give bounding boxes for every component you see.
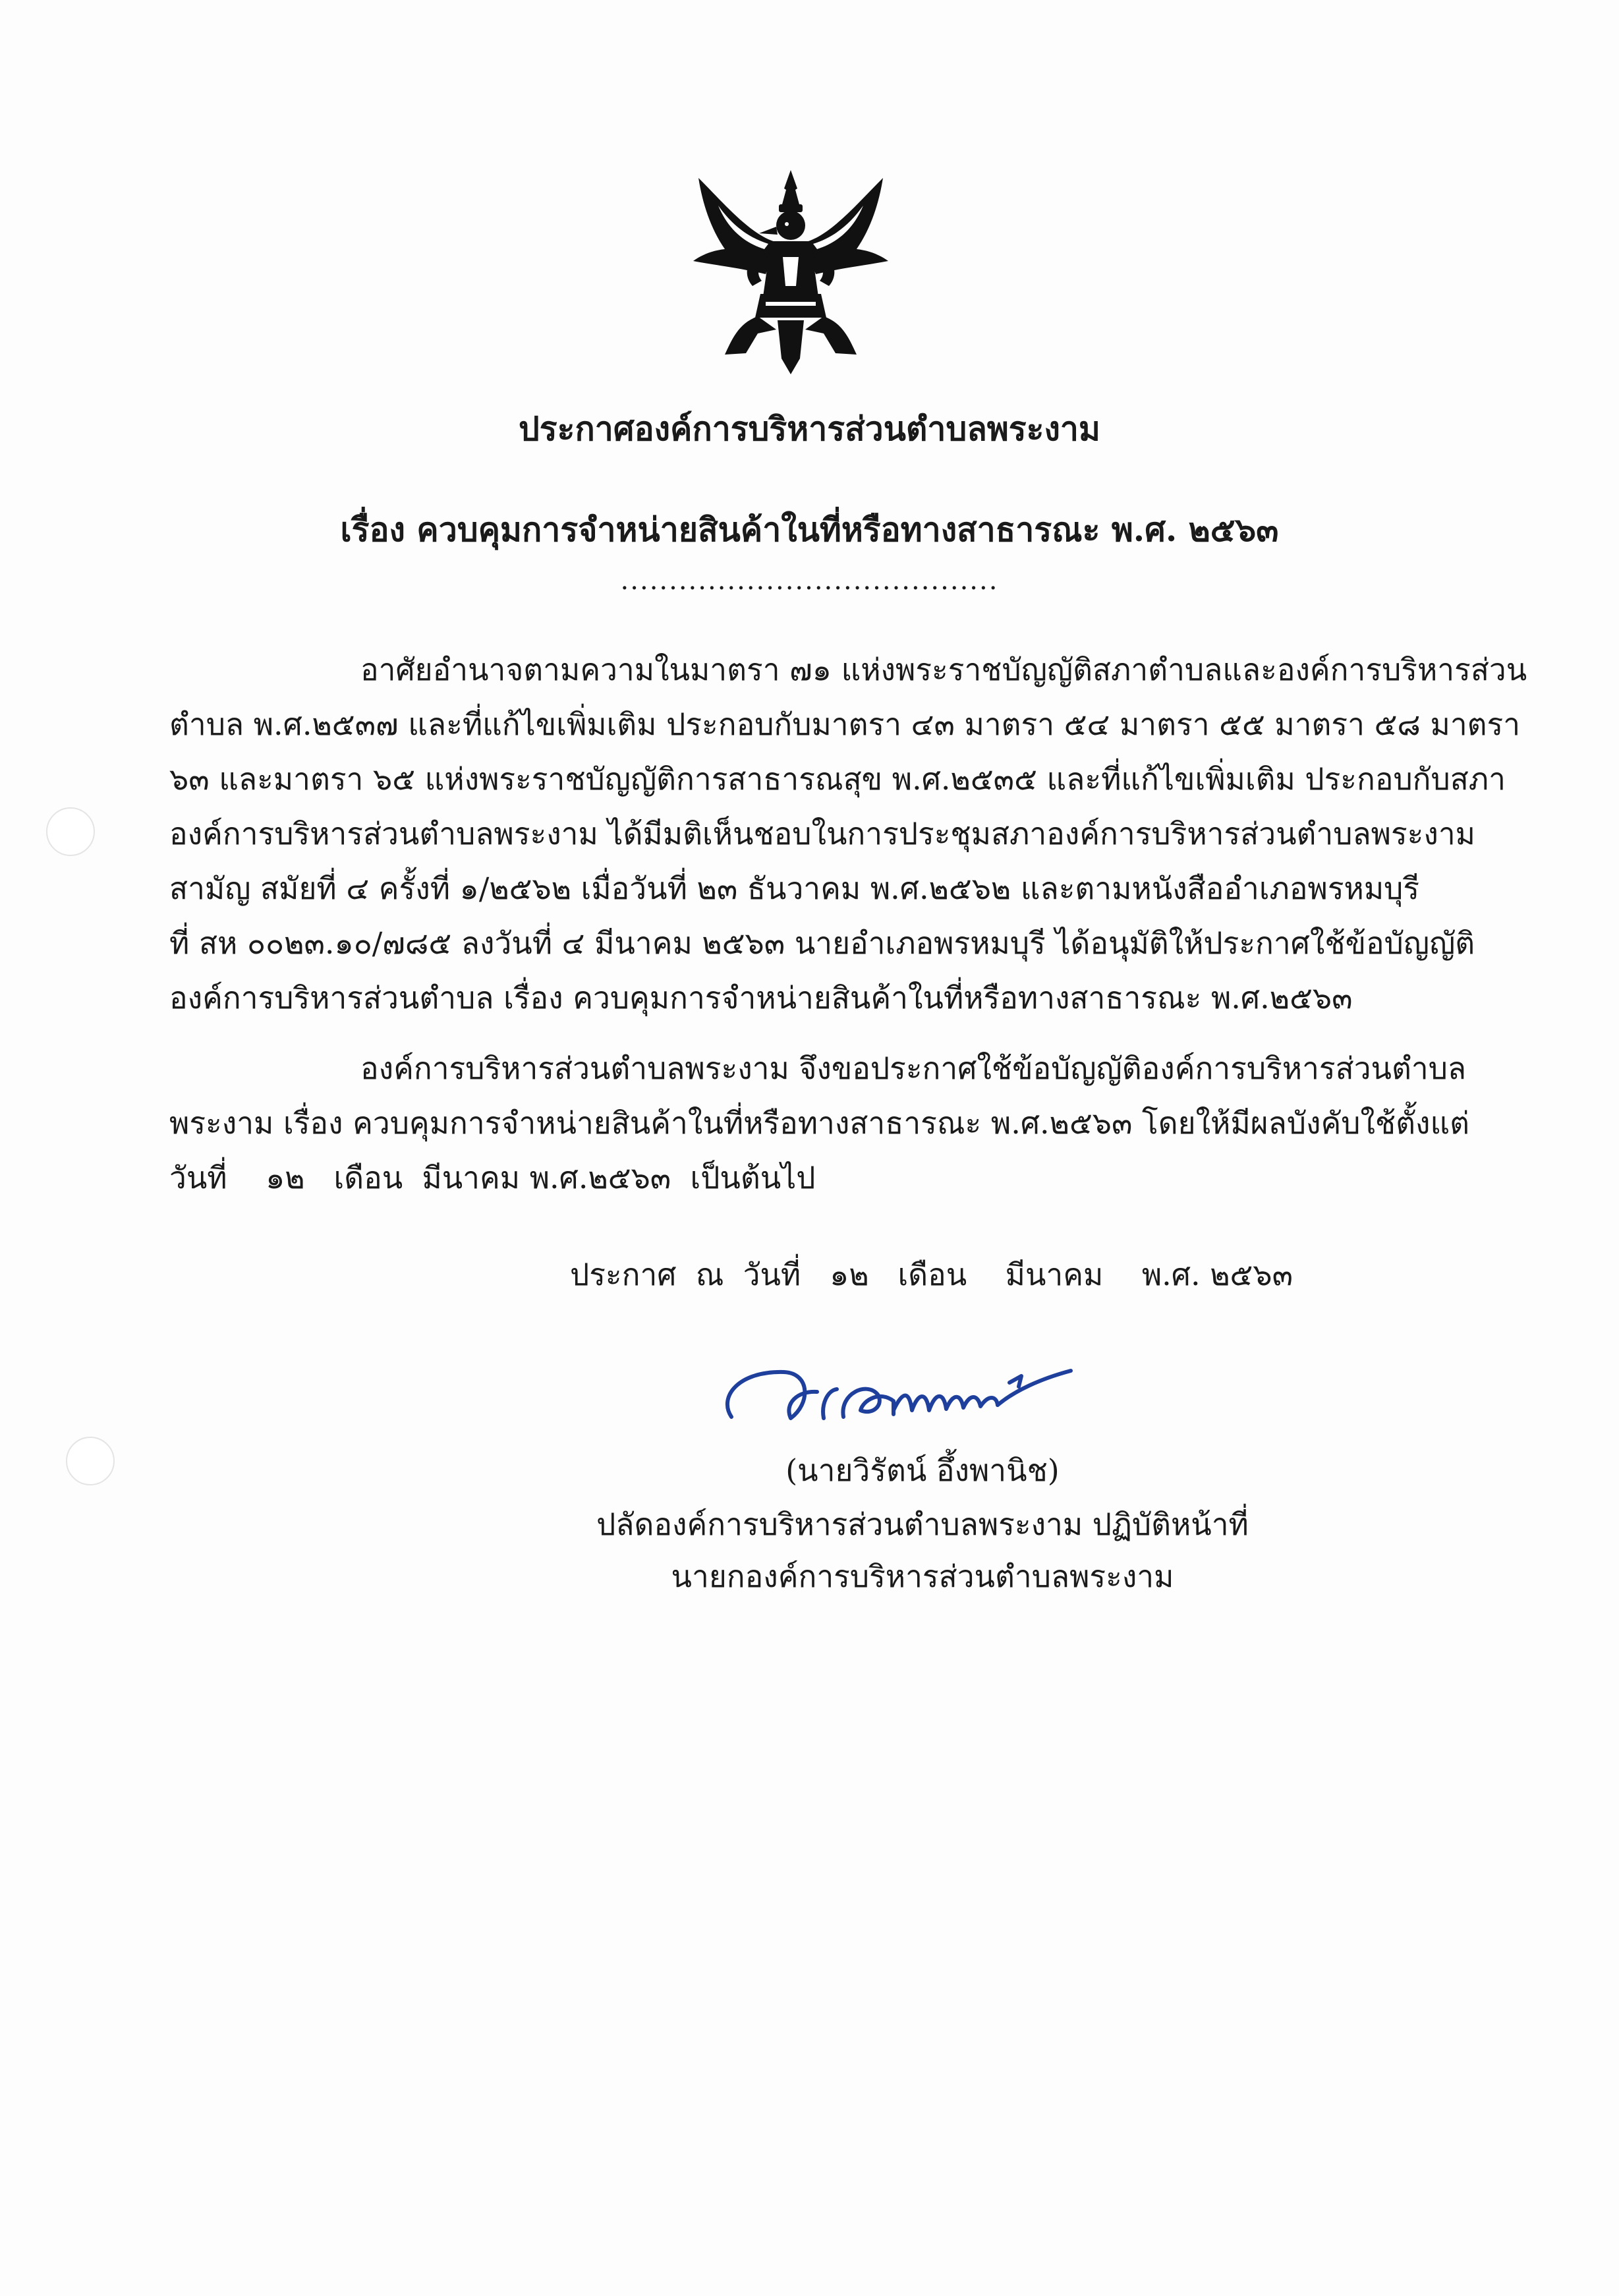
paragraph-1-line: ตำบล พ.ศ.๒๕๓๗ และที่แก้ไขเพิ่มเติม ประกอบกับมาตรา ๔๓ มาตรา ๕๔ มาตรา ๕๕ มาตรา ๕๘ มาตรา <box>169 706 1521 742</box>
body-paragraph-1 <box>169 643 1527 1025</box>
punch-hole-bottom <box>66 1437 115 1485</box>
announcement-subject: เรื่อง ควบคุมการจำหน่ายสินค้าในที่หรือทางสาธารณะ พ.ศ. ๒๕๖๓ <box>340 510 1279 549</box>
signer-name: (นายวิรัตน์ อึ้งพานิช) <box>785 1452 1060 1488</box>
announcement-dateline: ประกาศ ณ วันที่ ๑๒ เดือน มีนาคม พ.ศ. ๒๕๖๓ <box>570 1257 1293 1292</box>
paragraph-2-line: องค์การบริหารส่วนตำบลพระงาม จึงขอประกาศใช้ข้อบัญญัติองค์การบริหารส่วนตำบล <box>360 1050 1467 1086</box>
signature-icon <box>712 1344 1081 1443</box>
announcement-title: ประกาศองค์การบริหารส่วนตำบลพระงาม <box>519 409 1100 448</box>
paragraph-1-line: ที่ สห ๐๐๒๓.๑๐/๗๘๕ ลงวันที่ ๔ มีนาคม ๒๕๖๓ นายอำเภอพรหมบุรี ได้อนุมัติให้ประกาศใช้ข้อบัญญัติ <box>169 925 1475 961</box>
garuda-emblem-icon <box>679 165 903 382</box>
signer-position-line-2: นายกองค์การบริหารส่วนตำบลพระงาม <box>671 1559 1174 1594</box>
body-paragraph-2 <box>169 1041 1469 1205</box>
paragraph-2-line: วันที่ ๑๒ เดือน มีนาคม พ.ศ.๒๕๖๓ เป็นต้นไป <box>169 1160 816 1195</box>
paragraph-1-line: องค์การบริหารส่วนตำบล เรื่อง ควบคุมการจำหน่ายสินค้าในที่หรือทางสาธารณะ พ.ศ.๒๕๖๓ <box>169 980 1353 1016</box>
paragraph-1-line: ๖๓ และมาตรา ๖๕ แห่งพระราชบัญญัติการสาธารณสุข พ.ศ.๒๕๓๕ และที่แก้ไขเพิ่มเติม ประกอบกับสภา <box>169 761 1506 797</box>
paragraph-1-line: สามัญ สมัยที่ ๔ ครั้งที่ ๑/๒๕๖๒ เมื่อวันที่ ๒๓ ธันวาคม พ.ศ.๒๕๖๒ และตามหนังสืออำเภอพรหมบุรี <box>169 871 1420 906</box>
punch-hole-top <box>46 807 95 856</box>
paragraph-1-line: อาศัยอำนาจตามความในมาตรา ๗๑ แห่งพระราชบัญญัติสภาตำบลและองค์การบริหารส่วน <box>360 652 1527 687</box>
paragraph-1-line: องค์การบริหารส่วนตำบลพระงาม ได้มีมติเห็นชอบในการประชุมสภาองค์การบริหารส่วนตำบลพระงาม <box>169 816 1475 851</box>
signer-position-line-1: ปลัดองค์การบริหารส่วนตำบลพระงาม ปฏิบัติหน้าที่ <box>596 1507 1249 1542</box>
separator-dots: ....................................... <box>620 565 999 596</box>
paragraph-2-line: พระงาม เรื่อง ควบคุมการจำหน่ายสินค้าในที่หรือทางสาธารณะ พ.ศ.๒๕๖๓ โดยให้มีผลบังคับใช้ตั้งแต่ <box>169 1105 1469 1141</box>
